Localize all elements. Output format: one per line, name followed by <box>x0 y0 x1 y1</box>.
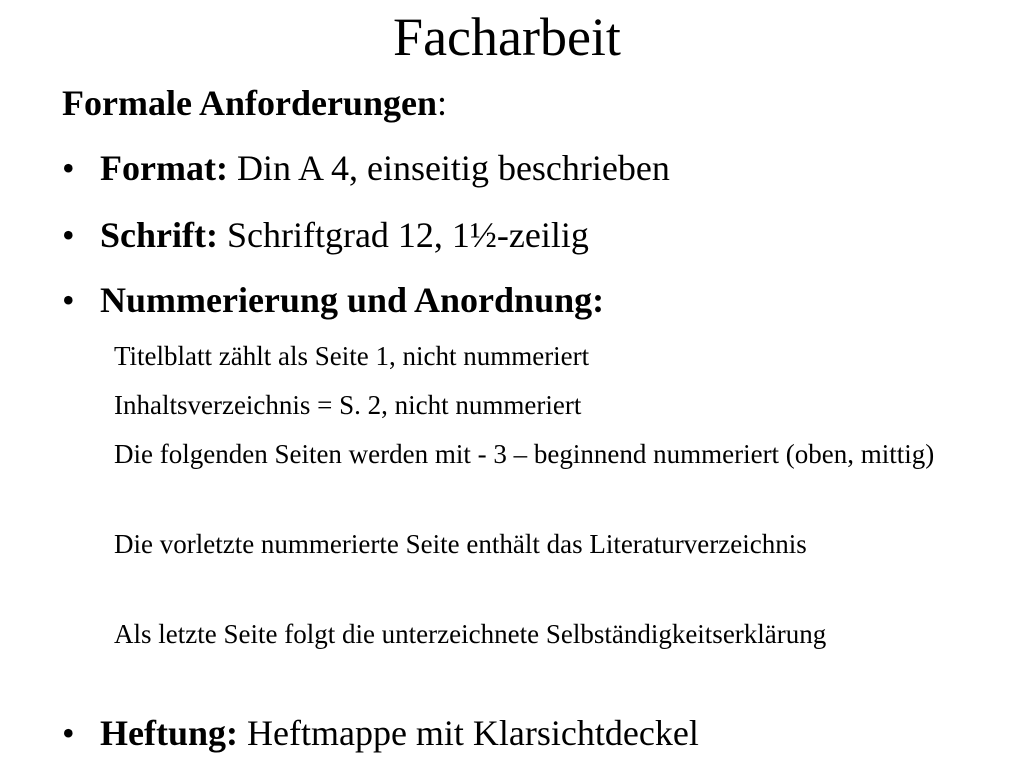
section-heading <box>62 80 447 126</box>
bullet-text: Schriftgrad 12, 1½-zeilig <box>217 215 589 255</box>
bullet-symbol: • <box>62 148 75 188</box>
sub-item: Als letzte Seite folgt die unterzeichnete Selbständigkeitserklärung <box>114 619 827 649</box>
bullet-heftung <box>62 710 699 756</box>
bullet-label: Heftung: <box>100 713 238 753</box>
sub-item: Titelblatt zählt als Seite 1, nicht nummeriert <box>114 341 590 371</box>
bullet-text: Din A 4, einseitig beschrieben <box>227 148 670 188</box>
sub-item: Die vorletzte nummerierte Seite enthält das Literaturverzeichnis <box>114 529 807 559</box>
section-heading-colon: : <box>436 83 447 123</box>
slide-title: Facharbeit <box>393 7 621 67</box>
bullet-label: Schrift: <box>100 215 218 255</box>
sub-item: Die folgenden Seiten werden mit - 3 – beginnend nummeriert (oben, mittig) <box>114 439 935 469</box>
bullet-text: Heftmappe mit Klarsichtdeckel <box>238 713 699 753</box>
bullet-symbol: • <box>62 280 75 320</box>
sub-item: Inhaltsverzeichnis = S. 2, nicht nummeriert <box>114 390 582 420</box>
bullet-symbol: • <box>62 713 75 753</box>
bullet-format <box>62 145 670 191</box>
section-heading-label: Formale Anforderungen <box>62 83 437 123</box>
bullet-nummerierung <box>62 277 604 323</box>
bullet-symbol: • <box>62 215 75 255</box>
bullet-label: Format: <box>100 148 228 188</box>
bullet-label: Nummerierung und Anordnung: <box>100 280 605 320</box>
bullet-schrift <box>62 212 589 258</box>
